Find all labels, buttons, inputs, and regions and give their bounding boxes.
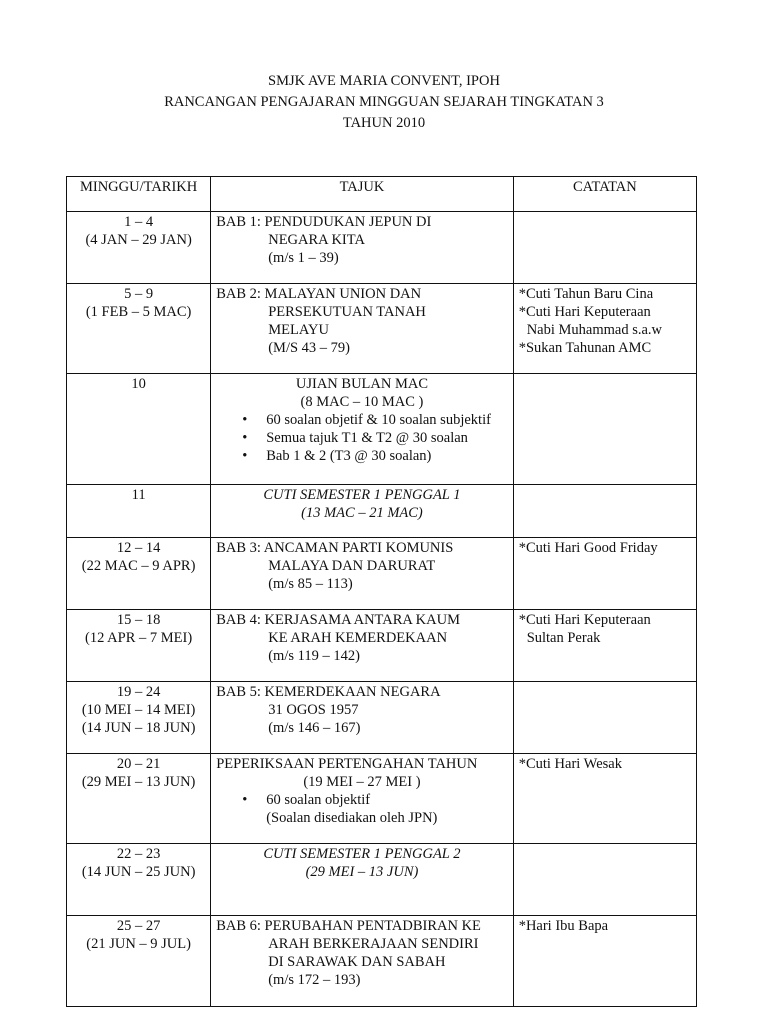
table-row [67,754,697,844]
topic-line: NEGARA KITA [268,232,365,248]
notes-cell [513,284,696,374]
note-item: *Cuti Hari Keputeraan [518,612,651,628]
week-dates: (12 APR – 7 MEI) [85,630,193,646]
note-item: *Sukan Tahunan AMC [518,340,652,356]
week-cell [67,844,211,916]
topic-line: PERSEKUTUAN TANAH [268,304,426,320]
topic-pages: (m/s 146 – 167) [268,720,361,736]
topic-pages: (M/S 43 – 79) [268,340,350,356]
table-row [67,485,697,538]
week-cell [67,284,211,374]
note-item: *Cuti Hari Good Friday [518,540,658,556]
table-row [67,916,697,1007]
note-item: *Hari Ibu Bapa [518,918,609,934]
document-title: RANCANGAN PENGAJARAN MINGGUAN SEJARAH TINGKATAN 3 [164,94,604,110]
topic-cell [211,485,513,538]
document-year: TAHUN 2010 [342,115,426,131]
topic-line: ARAH BERKERAJAAN SENDIRI [268,936,479,952]
column-header-notes: CATATAN [513,177,696,212]
topic-cell [211,538,513,610]
exam-title: UJIAN BULAN MAC [295,376,429,392]
topic-pages: (m/s 85 – 113) [268,576,353,592]
holiday-dates: (29 MEI – 13 JUN) [305,864,419,880]
school-name: SMJK AVE MARIA CONVENT, IPOH [268,73,500,89]
week-dates: (14 JUN – 25 JUN) [81,864,196,880]
week-number: 11 [131,487,146,503]
notes-cell [513,682,696,754]
note-item: *Cuti Hari Keputeraan [518,304,651,320]
topic-line: MELAYU [268,322,329,338]
week-cell [67,682,211,754]
notes-cell [513,844,696,916]
topic-title: BAB 3: ANCAMAN PARTI KOMUNIS [216,540,454,556]
bullet-item: • 60 soalan objetif & 10 soalan subjektif [216,411,507,429]
topic-title: BAB 4: KERJASAMA ANTARA KAUM [216,612,460,628]
week-number: 15 – 18 [116,612,161,628]
table-row [67,682,697,754]
exam-title: PEPERIKSAAN PERTENGAHAN TAHUN [216,756,478,772]
notes-cell [513,916,696,1007]
week-dates: (14 JUN – 18 JUN) [81,720,196,736]
week-cell [67,754,211,844]
week-dates: (21 JUN – 9 JUL) [86,936,191,952]
topic-cell [211,844,513,916]
table-row [67,212,697,284]
week-cell [67,485,211,538]
topic-pages: (m/s 1 – 39) [268,250,339,266]
week-cell [67,374,211,485]
bullet-item: • Bab 1 & 2 (T3 @ 30 soalan) [216,447,507,465]
exam-dates: (19 MEI – 27 MEI ) [303,774,421,790]
topic-pages: (m/s 172 – 193) [268,972,361,988]
bullet-item: • 60 soalan objektif [216,791,507,809]
notes-cell [513,610,696,682]
week-number: 25 – 27 [116,918,161,934]
week-number: 5 – 9 [124,286,154,302]
table-row [67,284,697,374]
weekly-plan-table [66,176,697,1007]
topic-cell [211,284,513,374]
notes-cell [513,212,696,284]
topic-line: MALAYA DAN DARURAT [268,558,436,574]
note-item: *Cuti Hari Wesak [518,756,622,772]
holiday-title: CUTI SEMESTER 1 PENGGAL 1 [263,487,461,503]
topic-cell [211,916,513,1007]
column-header-week: MINGGU/TARIKH [67,177,211,212]
notes-cell [513,754,696,844]
table-row [67,538,697,610]
topic-cell [211,682,513,754]
topic-line: KE ARAH KEMERDEKAAN [268,630,448,646]
week-number: 20 – 21 [116,756,161,772]
week-number: 12 – 14 [116,540,161,556]
topic-cell [211,754,513,844]
topic-pages: (m/s 119 – 142) [268,648,360,664]
topic-line: DI SARAWAK DAN SABAH [268,954,446,970]
holiday-dates: (13 MAC – 21 MAC) [301,505,423,521]
week-cell [67,538,211,610]
week-dates: (29 MEI – 13 JUN) [81,774,196,790]
week-dates: (4 JAN – 29 JAN) [85,232,192,248]
topic-title: BAB 2: MALAYAN UNION DAN [216,286,422,302]
note-item: Nabi Muhammad s.a.w [526,322,662,338]
note-item: Sultan Perak [526,630,601,646]
week-cell [67,212,211,284]
document-header [0,71,768,134]
week-dates: (22 MAC – 9 APR) [81,558,196,574]
week-number: 10 [131,376,146,392]
topic-title: BAB 6: PERUBAHAN PENTADBIRAN KE [216,918,481,934]
holiday-title: CUTI SEMESTER 1 PENGGAL 2 [263,846,461,862]
column-header-topic: TAJUK [211,177,513,212]
topic-line: 31 OGOS 1957 [268,702,359,718]
week-number: 22 – 23 [116,846,161,862]
notes-cell [513,538,696,610]
table-header-row [67,177,697,212]
note-item: *Cuti Tahun Baru Cina [518,286,654,302]
bullet-item: • Semua tajuk T1 & T2 @ 30 soalan [216,429,507,447]
topic-title: BAB 1: PENDUDUKAN JEPUN DI [216,214,432,230]
topic-cell [211,374,513,485]
table-row [67,844,697,916]
notes-cell [513,485,696,538]
week-dates: (1 FEB – 5 MAC) [85,304,192,320]
week-number: 1 – 4 [124,214,154,230]
topic-cell [211,212,513,284]
week-dates: (10 MEI – 14 MEI) [81,702,196,718]
table-row [67,374,697,485]
topic-cell [211,610,513,682]
bullet-subtext: (Soalan disediakan oleh JPN) [266,810,438,826]
week-cell [67,916,211,1007]
week-cell [67,610,211,682]
table-row [67,610,697,682]
week-number: 19 – 24 [116,684,161,700]
exam-dates: (8 MAC – 10 MAC ) [300,394,424,410]
topic-title: BAB 5: KEMERDEKAAN NEGARA [216,684,441,700]
notes-cell [513,374,696,485]
